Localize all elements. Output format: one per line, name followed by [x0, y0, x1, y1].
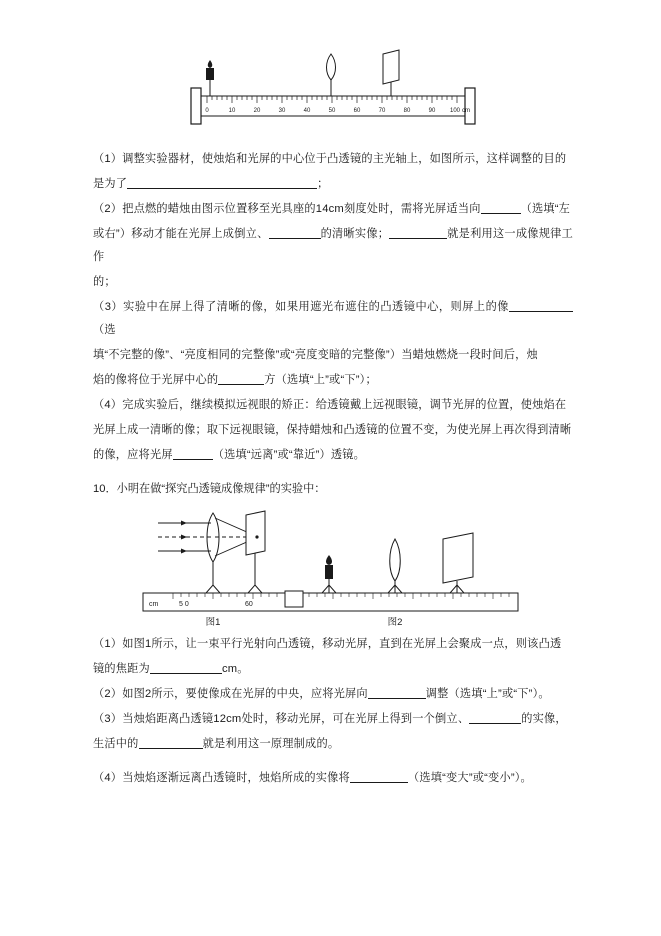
question-4-text-a: （4）完成实验后，继续模拟远视眼的矫正：给透镜戴上远视眼镜，调节光屏的位置，使烛焰在 — [93, 399, 567, 411]
question-4-line3 — [93, 444, 573, 467]
question-10-2-text-b: 调整（选填“上”或“下”）。 — [425, 688, 550, 700]
question-4 — [93, 394, 573, 417]
figure-caption-left: 图1 — [205, 617, 221, 628]
svg-text:30: 30 — [278, 108, 286, 114]
question-1-text-b: 是为了 — [93, 178, 128, 190]
blank-field[interactable] — [127, 175, 317, 189]
svg-text:cm: cm — [462, 108, 470, 114]
blank-field[interactable] — [368, 685, 426, 699]
question-10-4-text-b: （选填“变大”或“变小”）。 — [407, 772, 532, 784]
question-10-1 — [93, 633, 573, 656]
blank-field[interactable] — [269, 225, 321, 239]
question-10-1-text-b: 镜的焦距为 — [93, 663, 150, 675]
lens-diagrams-svg — [133, 505, 533, 629]
document-content — [93, 40, 573, 792]
question-2 — [93, 198, 573, 221]
question-3-text-e: 方（选填“上”或“下”）； — [264, 374, 377, 386]
question-3 — [93, 296, 573, 342]
item-10-stem — [93, 478, 573, 501]
blank-field[interactable] — [139, 735, 203, 749]
candle-icon — [206, 60, 214, 96]
question-10-3-text-c: 生活中的 — [93, 738, 139, 750]
blank-field[interactable] — [389, 225, 447, 239]
question-10-2-text-a: （2）如图2所示，要使像成在光屏的中央，应将光屏向 — [93, 688, 368, 700]
figure-caption-right: 图2 — [387, 617, 403, 628]
question-1-line2 — [93, 173, 573, 196]
question-4-line2 — [93, 419, 573, 442]
question-4-text-c: 的像，应将光屏 — [93, 449, 173, 461]
tick-label-60: 60 — [245, 601, 253, 608]
question-10-3-line2 — [93, 733, 573, 756]
question-3-text-b: （选 — [93, 324, 116, 336]
question-10-4 — [93, 767, 573, 790]
svg-text:70: 70 — [378, 108, 386, 114]
cm-label: cm — [149, 601, 159, 608]
blank-field[interactable] — [481, 200, 521, 214]
question-2-text-b: （选填“左 — [520, 203, 571, 215]
question-10-2 — [93, 683, 573, 706]
question-1-text-c: ； — [317, 178, 329, 190]
svg-text:20: 20 — [253, 108, 261, 114]
blank-field[interactable] — [173, 446, 213, 460]
question-3-line2 — [93, 344, 573, 367]
convex-lens-icon-2 — [388, 539, 402, 593]
tick-label-50: 5 0 — [179, 601, 189, 608]
candle-icon-2 — [322, 555, 336, 593]
svg-text:10: 10 — [228, 108, 236, 114]
question-10-1-line2 — [93, 658, 573, 681]
question-10-1-text-c: cm。 — [221, 663, 249, 675]
svg-text:40: 40 — [303, 108, 311, 114]
item-10-text: 小明在做“探究凸透镜成像规律”的实验中： — [116, 483, 326, 495]
question-4-text-d: （选填“远离”或“靠近”）透镜。 — [212, 449, 366, 461]
svg-text:90: 90 — [428, 108, 436, 114]
svg-text:100: 100 — [449, 108, 461, 114]
convex-lens-icon — [327, 54, 336, 96]
question-10-4-text-a: （4）当烛焰逐渐远离凸透镜时，烛焰所成的实像将 — [93, 772, 350, 784]
question-3-text-d: 焰的像将位于光屏中心的 — [93, 374, 219, 386]
blank-field[interactable] — [150, 660, 222, 674]
screen-icon-2 — [443, 533, 473, 593]
svg-text:0: 0 — [205, 108, 209, 114]
question-10-3-text-b: 的实像， — [521, 713, 567, 725]
optical-bench-figure — [93, 40, 573, 148]
question-2-line3 — [93, 271, 573, 294]
svg-text:80: 80 — [403, 108, 411, 114]
question-10-3-text-d: 就是利用这一原理制成的。 — [202, 738, 340, 750]
question-2-text-a: （2）把点燃的蜡烛由图示位置移至光具座的14cm刻度处时，需将光屏适当向 — [93, 203, 481, 215]
question-10-1-text-a: （1）如图1所示，让一束平行光射向凸透镜，移动光屏，直到在光屏上会聚成一点，则该凸透 — [93, 638, 562, 650]
svg-text:50: 50 — [328, 108, 336, 114]
svg-text:60: 60 — [353, 108, 361, 114]
blank-field[interactable] — [350, 769, 408, 783]
question-2-text-c: 或右”）移动才能在光屏上成倒立、 — [93, 228, 269, 240]
question-1 — [93, 148, 573, 171]
screen-icon — [383, 50, 399, 96]
blank-field[interactable] — [509, 298, 573, 312]
blank-field[interactable] — [469, 710, 521, 724]
question-10-3-text-a: （3）当烛焰距离凸透镜12cm处时，移动光屏，可在光屏上得到一个倒立、 — [93, 713, 470, 725]
optical-bench-svg — [183, 40, 483, 144]
blank-field[interactable] — [218, 371, 264, 385]
question-2-text-d: 的清晰实像； — [320, 228, 390, 240]
question-3-text-a: （3）实验中在屏上得了清晰的像，如果用遮光布遮住的凸透镜中心，则屏上的像 — [93, 301, 509, 313]
question-10-3 — [93, 708, 573, 731]
question-4-text-b: 光屏上成一清晰的像；取下远视眼镜，保持蜡烛和凸透镜的位置不变，为使光屏上再次得到清晰 — [93, 424, 572, 436]
question-3-text-c: 填“不完整的像”、“亮度相同的完整像”或“亮度变暗的完整像”）当蜡烛燃烧一段时间后，烛 — [93, 349, 538, 361]
question-2-line2 — [93, 223, 573, 269]
question-2-text-f: 的； — [93, 276, 116, 288]
item-10-number: 10． — [93, 483, 117, 495]
lens-diagrams-figure — [93, 505, 573, 633]
question-2-text-e: 就是利用这一成像规律工作 — [93, 228, 574, 263]
question-1-text-a: （1）调整实验器材，使烛焰和光屏的中心位于凸透镜的主光轴上，如图所示，这样调整的目的 — [93, 153, 567, 165]
question-3-line3 — [93, 369, 573, 392]
